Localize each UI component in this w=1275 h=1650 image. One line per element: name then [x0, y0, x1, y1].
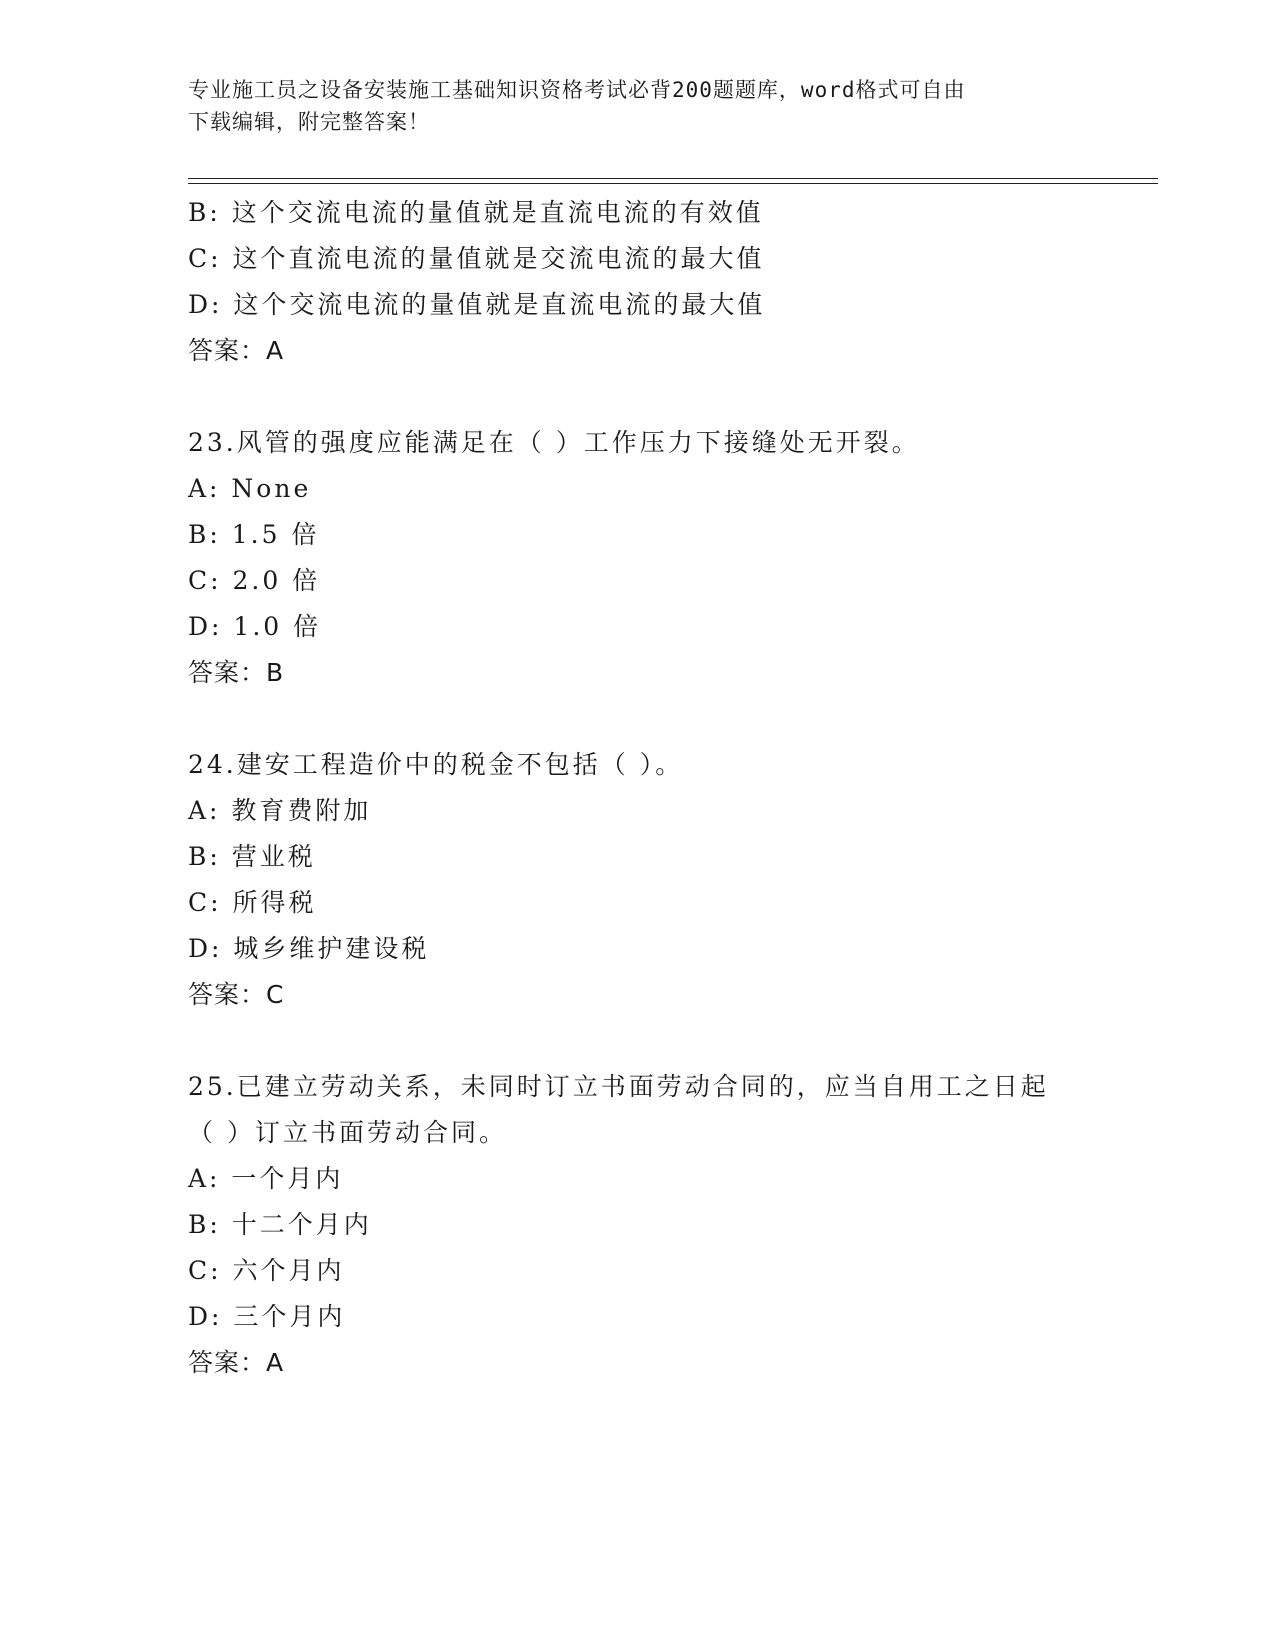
- answer: 答案：C: [188, 980, 285, 1009]
- question-22-tail: [188, 190, 1148, 374]
- question-24: [188, 742, 1148, 1018]
- question-23: [188, 420, 1148, 696]
- option-b: B: 1.5 倍: [188, 520, 320, 549]
- question-text: 23.风管的强度应能满足在（ ）工作压力下接缝处无开裂。: [188, 428, 920, 457]
- question-text-line-2: （ ）订立书面劳动合同。: [188, 1118, 507, 1147]
- answer: 答案：A: [188, 1348, 285, 1377]
- option-a: A: 一个月内: [188, 1164, 344, 1193]
- header-line-1: 专业施工员之设备安装施工基础知识资格考试必背200题题库，word格式可自由: [188, 78, 966, 102]
- option-a: A: 教育费附加: [188, 796, 372, 825]
- option-c: C: 六个月内: [188, 1256, 345, 1285]
- option-c: C: 所得税: [188, 888, 317, 917]
- option-c: C: 2.0 倍: [188, 566, 321, 595]
- question-text: 24.建安工程造价中的税金不包括（ ）。: [188, 750, 684, 779]
- answer: 答案：B: [188, 658, 285, 687]
- option-a: A: None: [188, 474, 312, 503]
- header-rule-bottom: [188, 183, 1158, 184]
- option-b: B: 营业税: [188, 842, 316, 871]
- header-rule-top: [188, 178, 1158, 179]
- question-25: [188, 1064, 1148, 1386]
- option-d: D: 这个交流电流的量值就是直流电流的最大值: [188, 290, 766, 319]
- question-text-line-1: 25.已建立劳动关系，未同时订立书面劳动合同的，应当自用工之日起: [188, 1072, 1049, 1101]
- option-b: B: 十二个月内: [188, 1210, 372, 1239]
- question-list: [188, 190, 1148, 1386]
- option-d: D: 三个月内: [188, 1302, 346, 1331]
- option-d: D: 城乡维护建设税: [188, 934, 430, 963]
- option-b: B: 这个交流电流的量值就是直流电流的有效值: [188, 198, 764, 227]
- answer: 答案：A: [188, 336, 285, 365]
- document-header: [188, 74, 1068, 138]
- option-c: C: 这个直流电流的量值就是交流电流的最大值: [188, 244, 765, 273]
- option-d: D: 1.0 倍: [188, 612, 322, 641]
- header-line-2: 下载编辑，附完整答案！: [188, 110, 430, 134]
